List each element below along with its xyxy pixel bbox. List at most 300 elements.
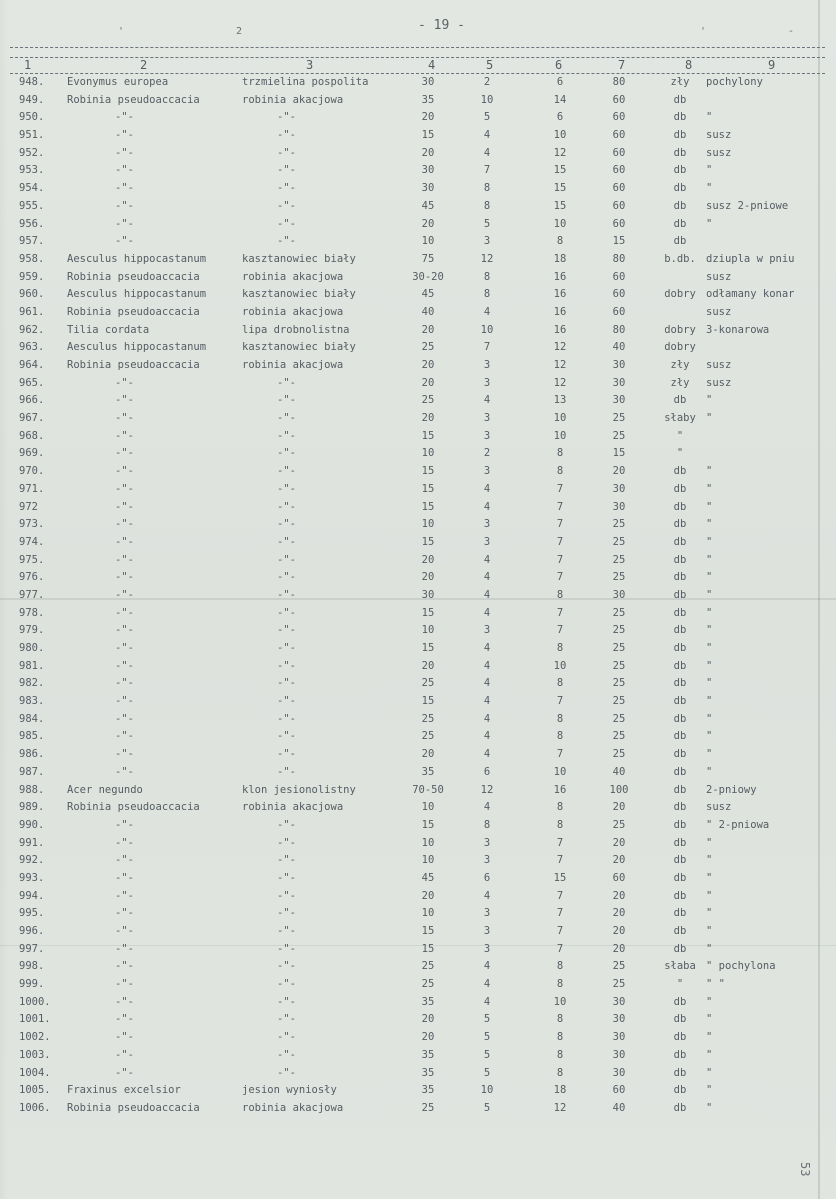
column-header-5: 5 [486, 58, 494, 72]
crown-diameter: 13 [553, 394, 567, 407]
tree-number: 956. [19, 217, 45, 230]
tree-number: 993. [19, 871, 45, 884]
tree-number: 1002. [19, 1031, 51, 1044]
condition: słaba [664, 960, 696, 973]
height: 4 [483, 889, 491, 902]
height: 12 [480, 783, 494, 796]
polish-name: robinia akacjowa [242, 1101, 344, 1114]
trunk-circumference: 15 [421, 500, 435, 513]
crown-diameter: 6 [556, 111, 564, 124]
table-row [0, 518, 836, 536]
height: 10 [480, 323, 494, 336]
latin-name: -"- [115, 659, 134, 672]
tree-number: 951. [19, 129, 45, 142]
condition: db [673, 677, 687, 690]
table-row [0, 288, 836, 306]
latin-name: -"- [115, 235, 134, 248]
polish-name: kasztanowiec biały [242, 252, 356, 265]
condition: db [673, 907, 687, 920]
table-row [0, 996, 836, 1014]
trunk-circumference: 15 [421, 818, 435, 831]
latin-name: -"- [115, 712, 134, 725]
tree-number: 958. [19, 252, 45, 265]
latin-name: -"- [115, 889, 134, 902]
tree-number: 982. [19, 677, 45, 690]
trunk-circumference: 30 [421, 76, 435, 88]
table-row [0, 872, 836, 890]
latin-name: -"- [115, 182, 134, 195]
condition: zły [670, 376, 690, 389]
condition: db [673, 801, 687, 814]
age: 20 [612, 925, 626, 937]
age: 60 [612, 1084, 626, 1097]
tree-number: 999. [19, 978, 45, 991]
remarks: " [706, 571, 713, 584]
polish-name: lipa drobnolistna [242, 323, 350, 336]
table-row [0, 164, 836, 182]
latin-name: -"- [115, 624, 134, 637]
trunk-circumference: 20 [421, 217, 435, 230]
age: 15 [612, 447, 626, 460]
remarks: pochylony [706, 76, 763, 88]
tree-number: 976. [19, 571, 45, 584]
crown-diameter: 16 [553, 270, 567, 283]
table-row [0, 341, 836, 359]
height: 4 [483, 606, 491, 619]
condition: db [673, 871, 687, 884]
polish-name: -"- [277, 642, 296, 654]
latin-name: -"- [115, 1031, 134, 1044]
trunk-circumference: 30 [421, 164, 435, 177]
remarks: " [706, 1048, 713, 1061]
table-row [0, 907, 836, 925]
remarks: " [706, 659, 713, 672]
polish-name: -"- [277, 889, 296, 902]
table-row [0, 890, 836, 908]
height: 4 [483, 748, 491, 761]
polish-name: -"- [277, 182, 296, 195]
age: 25 [612, 960, 626, 973]
trunk-circumference: 15 [421, 695, 435, 708]
condition: db [673, 199, 687, 212]
trunk-circumference: 25 [421, 1101, 435, 1114]
crown-diameter: 8 [556, 677, 564, 690]
crown-diameter: 7 [556, 624, 564, 637]
table-row [0, 819, 836, 837]
age: 20 [612, 942, 626, 955]
crown-diameter: 7 [556, 889, 564, 902]
condition: db [673, 854, 687, 867]
table-row [0, 412, 836, 430]
table-row [0, 111, 836, 129]
age: 25 [612, 748, 626, 761]
table-row [0, 1102, 836, 1120]
remarks: 2-pniowy [706, 783, 757, 796]
table-row [0, 447, 836, 465]
height: 8 [483, 199, 491, 212]
condition: db [673, 571, 687, 584]
trunk-circumference: 20 [421, 571, 435, 584]
polish-name: robinia akacjowa [242, 801, 344, 814]
height: 3 [483, 925, 491, 937]
condition: db [673, 925, 687, 937]
latin-name: -"- [115, 1066, 134, 1079]
latin-name: -"- [115, 376, 134, 389]
condition: db [673, 659, 687, 672]
polish-name: -"- [277, 818, 296, 831]
tree-number: 948. [19, 76, 45, 88]
crown-diameter: 8 [556, 642, 564, 654]
latin-name: Robinia pseudoaccacia [67, 270, 200, 283]
remarks: " [706, 518, 713, 531]
trunk-circumference: 45 [421, 199, 435, 212]
polish-name: -"- [277, 217, 296, 230]
trunk-circumference: 25 [421, 341, 435, 354]
tree-number: 998. [19, 960, 45, 973]
tree-number: 988. [19, 783, 45, 796]
table-row [0, 235, 836, 253]
tree-number: 986. [19, 748, 45, 761]
height: 5 [483, 111, 491, 124]
crown-diameter: 12 [553, 376, 567, 389]
age: 25 [612, 730, 626, 743]
tree-number: 981. [19, 659, 45, 672]
table-row [0, 713, 836, 731]
page-number: - 19 - [418, 18, 465, 33]
remarks: susz [706, 801, 732, 814]
crown-diameter: 7 [556, 606, 564, 619]
table-row [0, 377, 836, 395]
condition: db [673, 765, 687, 778]
trunk-circumference: 25 [421, 960, 435, 973]
condition: db [673, 182, 687, 195]
trunk-circumference: 15 [421, 925, 435, 937]
latin-name: -"- [115, 1013, 134, 1026]
latin-name: Robinia pseudoaccacia [67, 801, 200, 814]
remarks: odłamany konar [706, 288, 795, 301]
polish-name: -"- [277, 995, 296, 1008]
age: 20 [612, 836, 626, 849]
crown-diameter: 10 [553, 659, 567, 672]
table-row [0, 1067, 836, 1085]
condition: db [673, 482, 687, 495]
remarks: " [706, 412, 713, 425]
polish-name: -"- [277, 500, 296, 513]
remarks: " [706, 217, 713, 230]
latin-name: -"- [115, 394, 134, 407]
tree-number: 989. [19, 801, 45, 814]
latin-name: Tilia cordata [67, 323, 150, 336]
age: 60 [612, 182, 626, 195]
remarks: " [706, 712, 713, 725]
crown-diameter: 8 [556, 447, 564, 460]
polish-name: -"- [277, 164, 296, 177]
age: 40 [612, 1101, 626, 1114]
condition: db [673, 394, 687, 407]
crown-diameter: 12 [553, 359, 567, 371]
age: 30 [612, 1048, 626, 1061]
polish-name: -"- [277, 447, 296, 460]
tree-number: 991. [19, 836, 45, 849]
trunk-circumference: 15 [421, 482, 435, 495]
remarks: " [706, 624, 713, 637]
polish-name: -"- [277, 871, 296, 884]
age: 25 [612, 712, 626, 725]
tree-number: 979. [19, 624, 45, 637]
height: 3 [483, 535, 491, 548]
remarks: susz [706, 359, 732, 371]
crown-diameter: 8 [556, 978, 564, 991]
latin-name: -"- [115, 465, 134, 478]
crown-diameter: 7 [556, 535, 564, 548]
tree-number: 960. [19, 288, 45, 301]
crown-diameter: 8 [556, 730, 564, 743]
polish-name: -"- [277, 571, 296, 584]
table-row [0, 960, 836, 978]
condition: db [673, 1101, 687, 1114]
tree-number: 974. [19, 535, 45, 548]
remarks: " 2-pniowa [706, 818, 770, 831]
latin-name: Aesculus hippocastanum [67, 252, 207, 265]
age: 60 [612, 111, 626, 124]
remarks: " [706, 1066, 713, 1079]
table-row [0, 430, 836, 448]
trunk-circumference: 30 [421, 588, 435, 601]
remarks: " [706, 889, 713, 902]
tree-number: 965. [19, 376, 45, 389]
trunk-circumference: 10 [421, 447, 435, 460]
table-row [0, 1031, 836, 1049]
tree-number: 957. [19, 235, 45, 248]
tree-number: 1001. [19, 1013, 51, 1026]
trunk-circumference: 20 [421, 889, 435, 902]
column-header-1: 1 [24, 58, 32, 72]
height: 5 [483, 1101, 491, 1114]
age: 80 [612, 76, 626, 88]
tree-number: 1006. [19, 1101, 51, 1114]
table-row [0, 677, 836, 695]
trunk-circumference: 10 [421, 518, 435, 531]
crown-diameter: 8 [556, 1066, 564, 1079]
condition: db [673, 129, 687, 142]
condition: db [673, 500, 687, 513]
crown-diameter: 8 [556, 801, 564, 814]
latin-name: -"- [115, 871, 134, 884]
age: 25 [612, 642, 626, 654]
latin-name: -"- [115, 535, 134, 548]
polish-name: -"- [277, 553, 296, 566]
crown-diameter: 8 [556, 712, 564, 725]
age: 80 [612, 323, 626, 336]
age: 25 [612, 606, 626, 619]
table-row [0, 1013, 836, 1031]
latin-name: -"- [115, 146, 134, 159]
condition: db [673, 730, 687, 743]
polish-name: -"- [277, 659, 296, 672]
tree-number: 963. [19, 341, 45, 354]
tree-number: 971. [19, 482, 45, 495]
height: 3 [483, 907, 491, 920]
remarks: susz [706, 270, 732, 283]
trunk-circumference: 15 [421, 465, 435, 478]
latin-name: -"- [115, 730, 134, 743]
height: 3 [483, 624, 491, 637]
trunk-circumference: 10 [421, 235, 435, 248]
remarks: " [706, 535, 713, 548]
condition: db [673, 642, 687, 654]
crown-diameter: 16 [553, 288, 567, 301]
table-row [0, 624, 836, 642]
remarks: " [706, 500, 713, 513]
height: 4 [483, 642, 491, 654]
condition: db [673, 712, 687, 725]
trunk-circumference: 25 [421, 712, 435, 725]
crown-diameter: 7 [556, 942, 564, 955]
trunk-circumference: 20 [421, 146, 435, 159]
height: 4 [483, 801, 491, 814]
remarks: " [706, 871, 713, 884]
table-row [0, 465, 836, 483]
latin-name: Acer negundo [67, 783, 143, 796]
polish-name: robinia akacjowa [242, 93, 344, 106]
latin-name: -"- [115, 677, 134, 690]
table-row [0, 1049, 836, 1067]
polish-name: -"- [277, 1031, 296, 1044]
latin-name: -"- [115, 995, 134, 1008]
condition: db [673, 235, 687, 248]
trunk-circumference: 20 [421, 323, 435, 336]
latin-name: -"- [115, 500, 134, 513]
polish-name: -"- [277, 748, 296, 761]
header-rule [10, 57, 825, 58]
trunk-circumference: 35 [421, 995, 435, 1008]
latin-name: -"- [115, 606, 134, 619]
height: 4 [483, 305, 491, 318]
height: 2 [483, 447, 491, 460]
height: 8 [483, 818, 491, 831]
trunk-circumference: 15 [421, 642, 435, 654]
table-row [0, 501, 836, 519]
condition: " [676, 429, 684, 442]
tree-number: 984. [19, 712, 45, 725]
age: 30 [612, 1013, 626, 1026]
table-row [0, 978, 836, 996]
condition: db [673, 164, 687, 177]
tree-number: 987. [19, 765, 45, 778]
table-row [0, 253, 836, 271]
trunk-circumference: 45 [421, 288, 435, 301]
condition: słaby [664, 412, 696, 425]
table-row [0, 766, 836, 784]
tree-number: 949. [19, 93, 45, 106]
tree-number: 961. [19, 305, 45, 318]
height: 4 [483, 553, 491, 566]
tree-number: 983. [19, 695, 45, 708]
crown-diameter: 8 [556, 1048, 564, 1061]
table-row [0, 642, 836, 660]
height: 8 [483, 270, 491, 283]
crown-diameter: 6 [556, 76, 564, 88]
polish-name: -"- [277, 712, 296, 725]
condition: db [673, 535, 687, 548]
remarks: " [706, 164, 713, 177]
crown-diameter: 10 [553, 429, 567, 442]
tree-number: 978. [19, 606, 45, 619]
latin-name: -"- [115, 412, 134, 425]
polish-name: kasztanowiec biały [242, 341, 356, 354]
latin-name: -"- [115, 164, 134, 177]
age: 30 [612, 394, 626, 407]
polish-name: -"- [277, 376, 296, 389]
remarks: 3-konarowa [706, 323, 770, 336]
age: 60 [612, 305, 626, 318]
height: 4 [483, 960, 491, 973]
polish-name: klon jesionolistny [242, 783, 356, 796]
condition: db [673, 624, 687, 637]
condition: db [673, 111, 687, 124]
column-header-2: 2 [140, 58, 148, 72]
latin-name: Robinia pseudoaccacia [67, 305, 200, 318]
crown-diameter: 8 [556, 465, 564, 478]
polish-name: -"- [277, 695, 296, 708]
latin-name: -"- [115, 942, 134, 955]
polish-name: -"- [277, 111, 296, 124]
tree-number: 966. [19, 394, 45, 407]
crown-diameter: 7 [556, 500, 564, 513]
height: 3 [483, 235, 491, 248]
tree-number: 1000. [19, 995, 51, 1008]
trunk-circumference: 20 [421, 553, 435, 566]
height: 7 [483, 164, 491, 177]
remarks: " [706, 748, 713, 761]
height: 4 [483, 394, 491, 407]
age: 20 [612, 889, 626, 902]
table-row [0, 660, 836, 678]
tree-number: 953. [19, 164, 45, 177]
trunk-circumference: 20 [421, 659, 435, 672]
height: 3 [483, 854, 491, 867]
crown-diameter: 7 [556, 836, 564, 849]
age: 25 [612, 659, 626, 672]
polish-name: robinia akacjowa [242, 270, 344, 283]
age: 25 [612, 677, 626, 690]
table-row [0, 801, 836, 819]
crown-diameter: 7 [556, 482, 564, 495]
age: 25 [612, 518, 626, 531]
polish-name: -"- [277, 588, 296, 601]
height: 4 [483, 978, 491, 991]
table-row [0, 854, 836, 872]
trunk-circumference: 10 [421, 624, 435, 637]
height: 4 [483, 146, 491, 159]
height: 4 [483, 995, 491, 1008]
trunk-circumference: 25 [421, 730, 435, 743]
crown-diameter: 16 [553, 783, 567, 796]
polish-name: -"- [277, 978, 296, 991]
height: 8 [483, 288, 491, 301]
height: 3 [483, 376, 491, 389]
crown-diameter: 10 [553, 129, 567, 142]
table-row [0, 536, 836, 554]
table-row [0, 359, 836, 377]
condition: db [673, 942, 687, 955]
polish-name: trzmielina pospolita [242, 76, 369, 88]
latin-name: -"- [115, 765, 134, 778]
trunk-circumference: 45 [421, 871, 435, 884]
table-row [0, 554, 836, 572]
remarks: " [706, 1084, 713, 1097]
table-row [0, 200, 836, 218]
